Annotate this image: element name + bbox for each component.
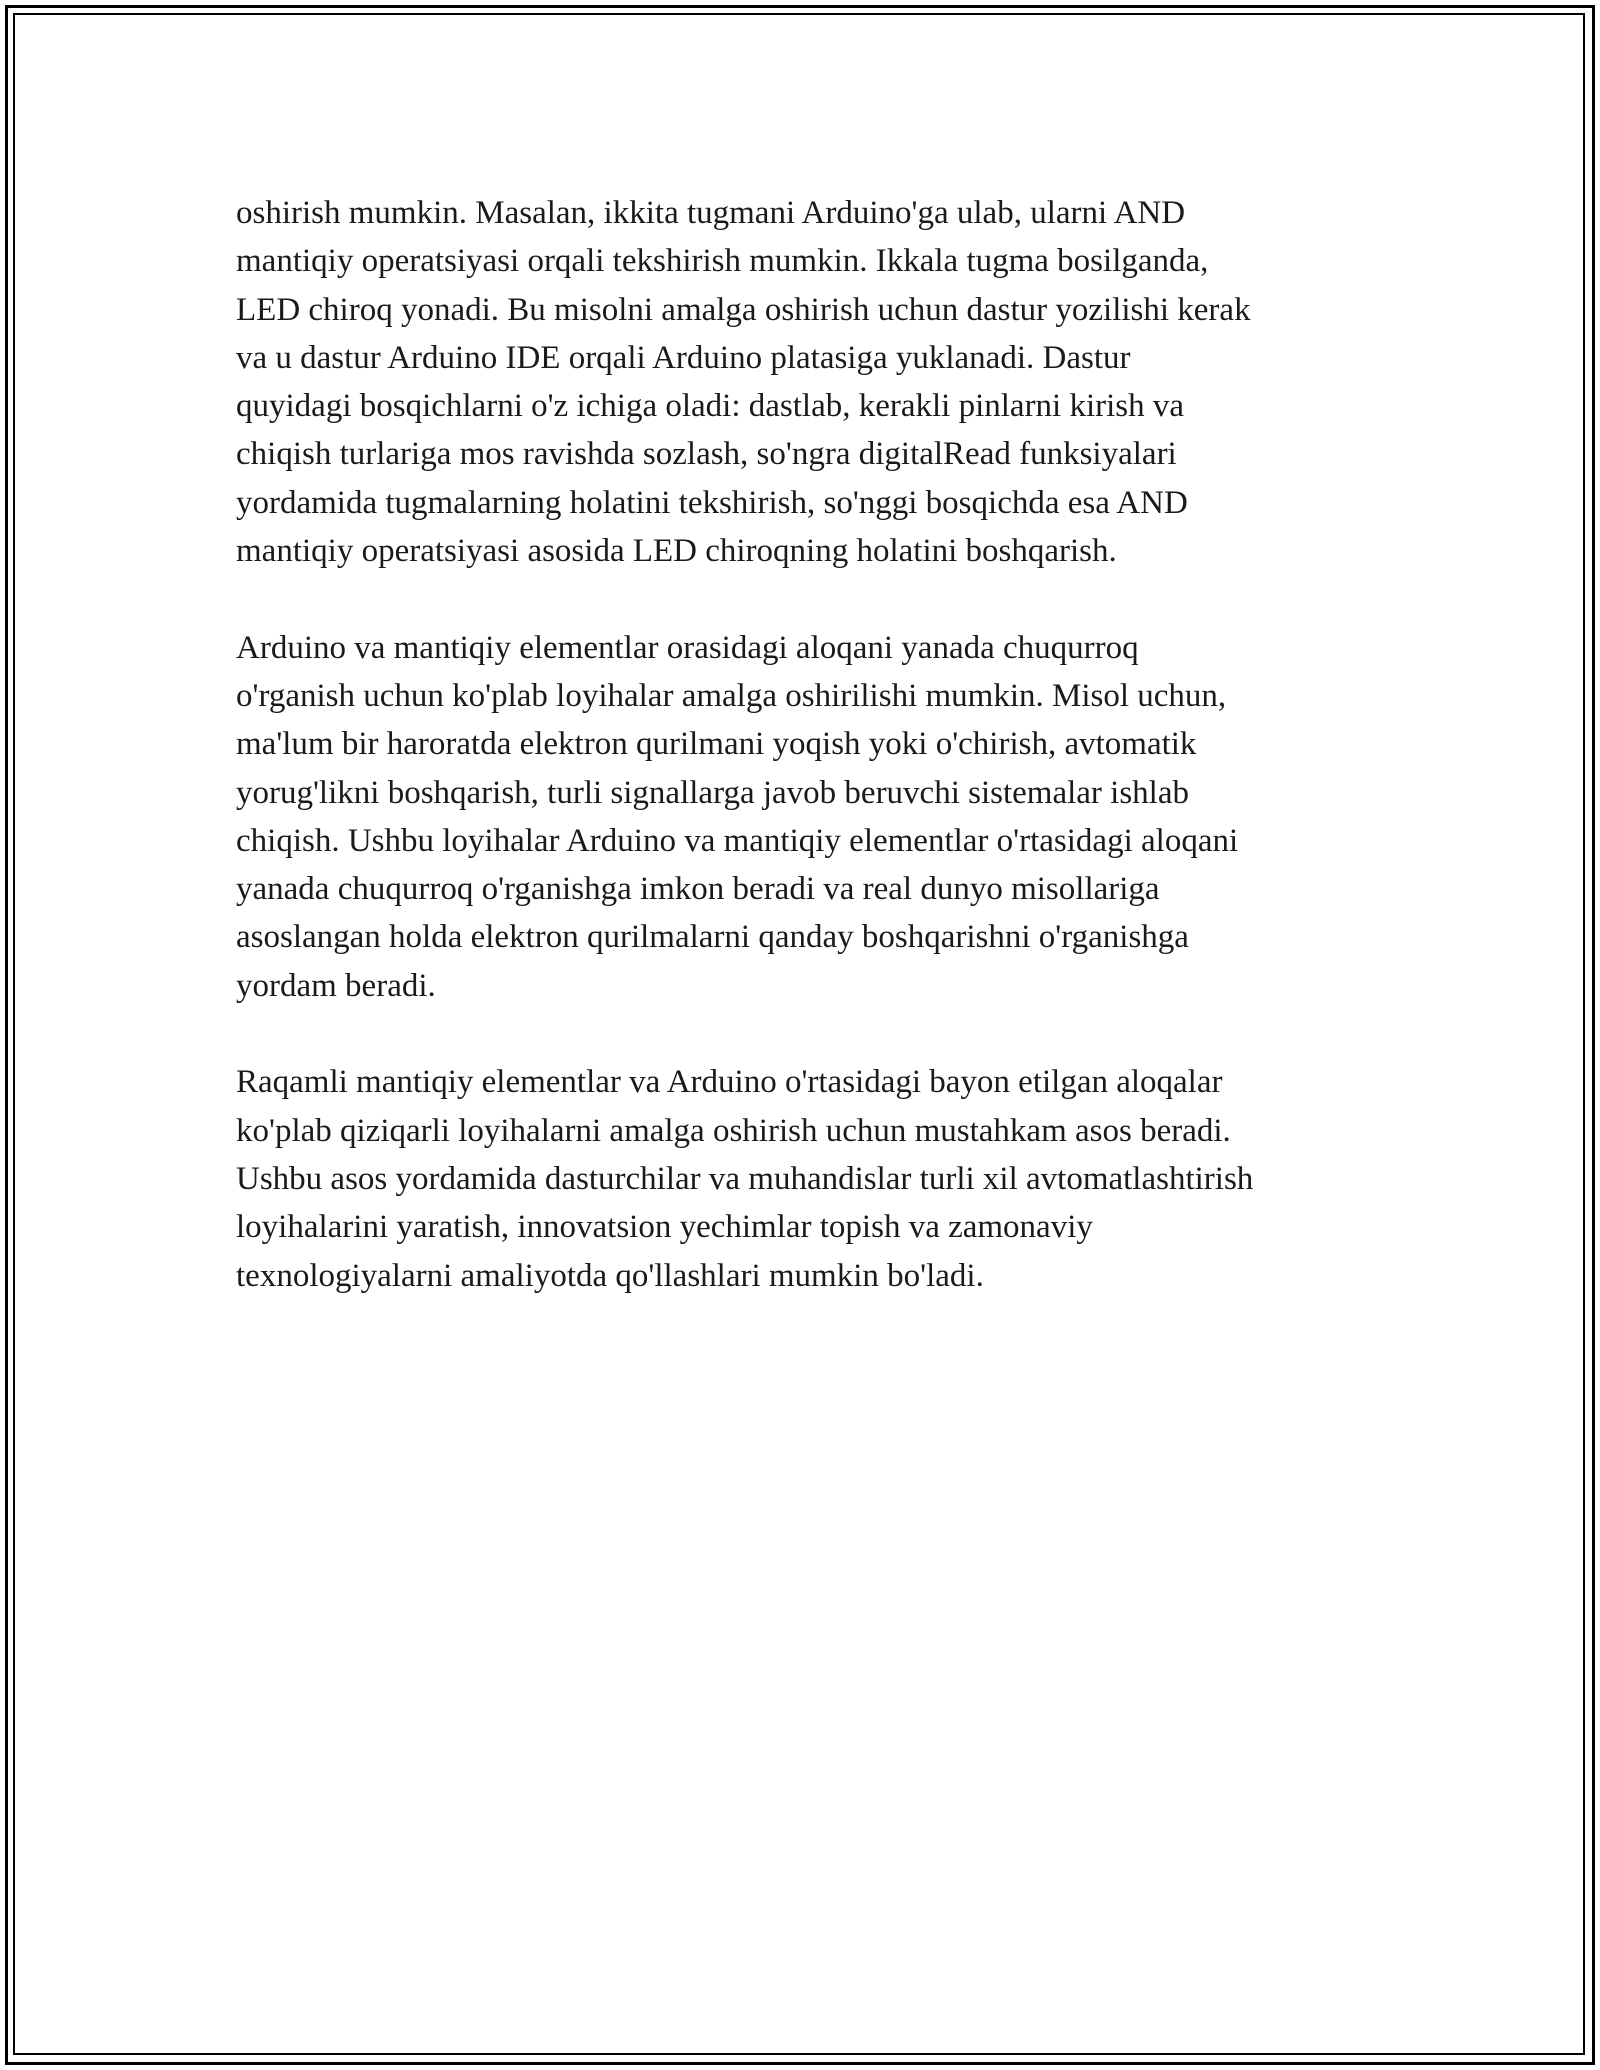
text-line: yanada chuqurroq o'rganishga imkon beradi va real dunyo misollariga: [236, 871, 1160, 908]
text-line: LED chiroq yonadi. Bu misolni amalga oshirish uchun dastur yozilishi kerak: [236, 291, 1251, 328]
paragraph-3: [236, 1058, 1396, 1299]
text-line: chiqish turlariga mos ravishda sozlash, so'ngra digitalRead funksiyalari: [236, 436, 1177, 473]
text-line: Raqamli mantiqiy elementlar va Arduino o'rtasidagi bayon etilgan aloqalar: [236, 1064, 1223, 1101]
text-line: va u dastur Arduino IDE orqali Arduino platasiga yuklanadi. Dastur: [236, 339, 1131, 376]
text-line: o'rganish uchun ko'plab loyihalar amalga oshirilishi mumkin. Misol uchun,: [236, 677, 1227, 714]
text-line: chiqish. Ushbu loyihalar Arduino va mantiqiy elementlar o'rtasidagi aloqani: [236, 822, 1239, 859]
text-line: yordam beradi.: [236, 967, 436, 1004]
text-line: asoslangan holda elektron qurilmalarni qanday boshqarishni o'rganishga: [236, 919, 1189, 956]
text-line: texnologiyalarni amaliyotda qo'llashlari mumkin bo'ladi.: [236, 1257, 984, 1294]
paragraph-2: [236, 624, 1396, 1010]
text-line: yordamida tugmalarning holatini tekshirish, so'nggi bosqichda esa AND: [236, 484, 1188, 521]
text-line: ko'plab qiziqarli loyihalarni amalga oshirish uchun mustahkam asos beradi.: [236, 1112, 1231, 1149]
text-line: quyidagi bosqichlarni o'z ichiga oladi: dastlab, kerakli pinlarni kirish va: [236, 388, 1185, 425]
text-line: oshirish mumkin. Masalan, ikkita tugmani Arduino'ga ulab, ularni AND: [236, 195, 1186, 231]
text-line: mantiqiy operatsiyasi orqali tekshirish mumkin. Ikkala tugma bosilganda,: [236, 243, 1209, 280]
text-line: yorug'likni boshqarish, turli signallarga javob beruvchi sistemalar ishlab: [236, 774, 1189, 811]
text-line: ma'lum bir haroratda elektron qurilmani yoqish yoki o'chirish, avtomatik: [236, 726, 1197, 763]
document-body: [236, 189, 1396, 1348]
paragraph-1: [236, 189, 1396, 575]
text-line: Arduino va mantiqiy elementlar orasidagi aloqani yanada chuqurroq: [236, 629, 1139, 666]
text-line: mantiqiy operatsiyasi asosida LED chiroqning holatini boshqarish.: [236, 533, 1117, 570]
text-line: loyihalarini yaratish, innovatsion yechimlar topish va zamonaviy: [236, 1209, 1093, 1246]
text-line: Ushbu asos yordamida dasturchilar va muhandislar turli xil avtomatlashtirish: [236, 1160, 1254, 1197]
